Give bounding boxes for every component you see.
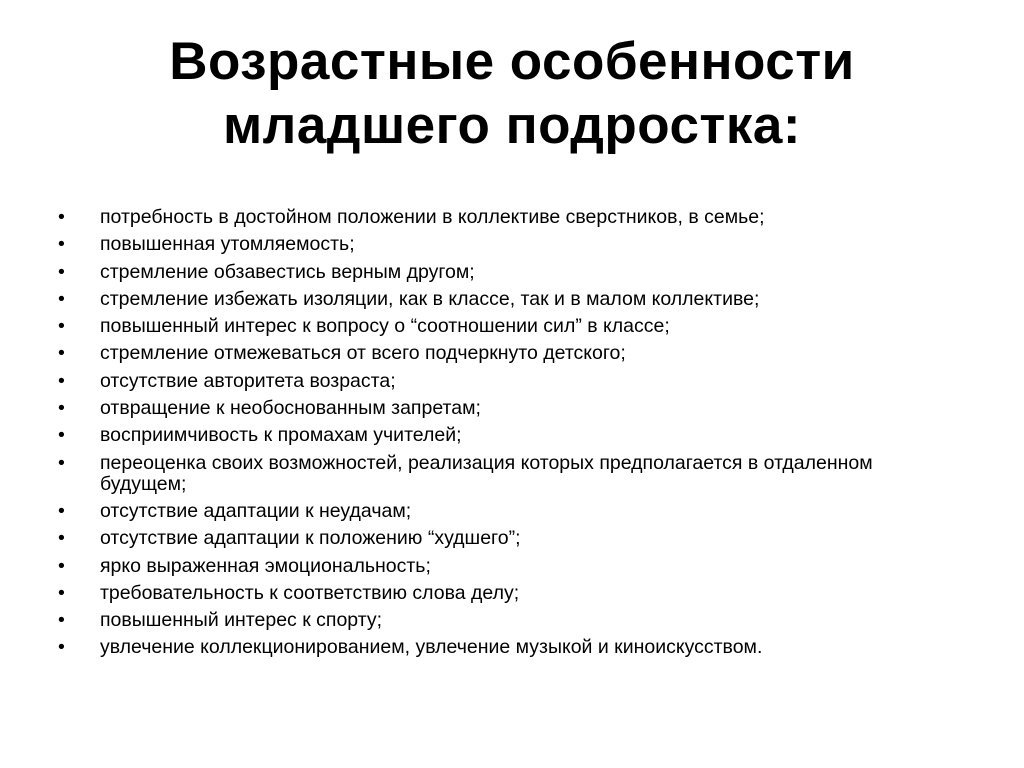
slide-title-line-1: Возрастные особенности [169, 32, 855, 91]
bullet-icon: • [58, 581, 65, 604]
bullet-icon: • [58, 451, 65, 474]
list-item-text: повышенный интерес к спорту; [100, 609, 383, 632]
list-item-text: потребность в достойном положении в коллективе сверстников, в семье; [100, 206, 765, 228]
list-item-text: увлечение коллекционированием, увлечение музыкой и киноискусством. [100, 636, 763, 659]
slide-title-line-2: младшего подростка: [222, 96, 802, 155]
bullet-icon: • [58, 499, 65, 522]
list-item [58, 610, 958, 631]
list-item [58, 556, 958, 577]
list-item-text: отсутствие авторитета возраста; [100, 369, 396, 392]
bullet-icon: • [58, 397, 65, 420]
list-item [58, 583, 958, 604]
list-item [58, 316, 958, 337]
list-item-text: стремление обзавестись верным другом; [100, 260, 475, 283]
list-item [58, 262, 958, 283]
list-item [58, 234, 958, 255]
list-item-text: повышенный интерес к вопросу о “соотношении сил” в классе; [100, 315, 670, 338]
list-item [58, 207, 958, 228]
bullet-icon: • [58, 315, 65, 338]
list-item [58, 398, 958, 419]
list-item-text: стремление избежать изоляции, как в классе, так и в малом коллективе; [100, 287, 760, 310]
bullet-icon: • [58, 424, 65, 447]
list-item [58, 343, 958, 364]
list-item-text: переоценка своих возможностей, реализация которых предполагается в отдаленном будущем; [100, 451, 873, 495]
bullet-icon: • [58, 260, 65, 283]
list-item-text: требовательность к соответствию слова делу; [100, 581, 520, 604]
bullet-list [58, 207, 958, 665]
list-item-text: отсутствие адаптации к неудачам; [100, 499, 412, 522]
bullet-icon: • [58, 369, 65, 392]
list-item [58, 637, 958, 658]
bullet-icon: • [58, 287, 65, 310]
bullet-icon: • [58, 554, 65, 577]
list-item-text: повышенная утомляемость; [100, 233, 355, 256]
list-item-text: стремление отмежеваться от всего подчеркнуто детского; [100, 342, 626, 365]
list-item [58, 371, 958, 392]
list-item [58, 289, 958, 310]
list-item-text: отвращение к необоснованным запретам; [100, 397, 481, 420]
list-item [58, 453, 958, 495]
list-item-text: отсутствие адаптации к положению “худшего”; [100, 527, 521, 550]
slide-title [0, 30, 1024, 158]
list-item-text: восприимчивость к промахам учителей; [100, 424, 462, 447]
list-item [58, 528, 958, 549]
bullet-icon: • [58, 206, 65, 228]
bullet-icon: • [58, 342, 65, 365]
bullet-icon: • [58, 609, 65, 632]
bullet-icon: • [58, 527, 65, 550]
bullet-icon: • [58, 233, 65, 256]
bullet-icon: • [58, 636, 65, 659]
list-item-text: ярко выраженная эмоциональность; [100, 554, 431, 577]
list-item [58, 501, 958, 522]
list-item [58, 425, 958, 446]
